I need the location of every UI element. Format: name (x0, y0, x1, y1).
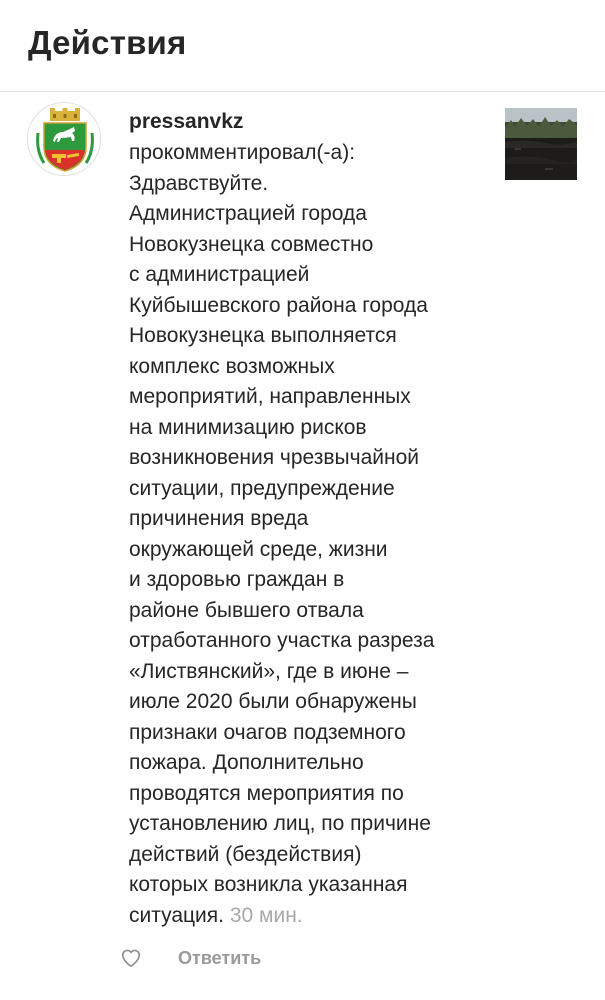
comment-line: действий (бездействия) (129, 842, 362, 866)
comment-line: Новокузнецка выполняется (129, 324, 397, 347)
comment-line: районе бывшего отвала (129, 598, 364, 622)
comment-line: с администрацией (129, 263, 310, 286)
reply-button[interactable]: Ответить (178, 947, 262, 968)
comment-username[interactable]: pressanvkz (129, 110, 244, 133)
comment-text (129, 108, 489, 931)
comment-line: и здоровью граждан в (129, 568, 345, 591)
page-header (0, 0, 605, 92)
comment-line: ситуации, предупреждение (129, 476, 395, 500)
burnt-forest-photo (505, 108, 577, 180)
comment-line: установлению лиц, по причине (129, 812, 431, 835)
avatar[interactable] (27, 102, 101, 176)
comment-line: проводятся мероприятия по (129, 781, 404, 805)
comment-line: окружающей среде, жизни (129, 537, 388, 561)
comment-timestamp: 30 мин. (229, 903, 303, 927)
comment-line: возникновения чрезвычайной (129, 446, 419, 469)
comment-line: мероприятий, направленных (129, 385, 411, 408)
comment-line: Администрацией города (129, 202, 367, 225)
comment-line: пожара. Дополнительно (129, 751, 364, 774)
page-title: Действия (28, 24, 187, 61)
comment-line: которых возникла указанная (129, 873, 408, 896)
coat-of-arms-icon (28, 103, 101, 176)
comment-line: на минимизацию рисков (129, 415, 367, 439)
comment-line: июле 2020 были обнаружены (129, 690, 417, 713)
comment-last-line (129, 901, 489, 932)
comment-line: отработанного участка разреза (129, 629, 435, 652)
comment-action: прокомментировал(-а): (129, 141, 356, 164)
post-thumbnail[interactable] (505, 108, 577, 180)
comment-line: «Листвянский», где в июне – (129, 659, 409, 683)
comment-line: ситуация. (129, 903, 224, 927)
comment-line: комплекс возможных (129, 354, 335, 378)
heart-icon[interactable] (120, 947, 142, 969)
comment-line: Здравствуйте. (129, 171, 269, 195)
comment-line: причинения вреда (129, 507, 309, 530)
comment-line: Новокузнецка совместно (129, 232, 374, 256)
comment-line: признаки очагов подземного (129, 720, 406, 744)
comment-actions (120, 944, 261, 972)
comment-line: Куйбышевского района города (129, 293, 428, 317)
